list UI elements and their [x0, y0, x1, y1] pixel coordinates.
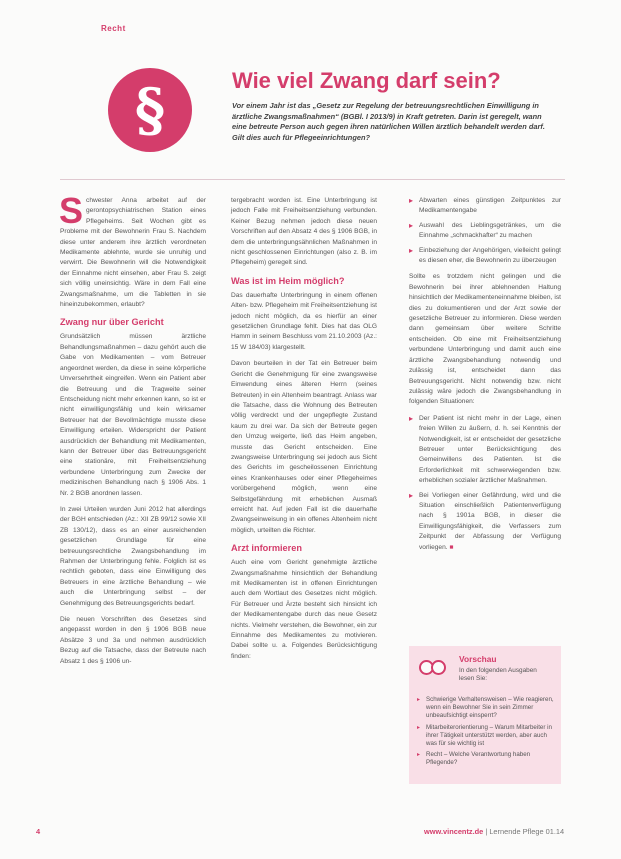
preview-title: Vorschau [459, 654, 497, 664]
column-2 [231, 196, 377, 668]
paragraph-symbol: § [134, 76, 166, 144]
paragraph-logo-icon [108, 68, 192, 152]
list-item-text: Bei Vorliegen einer Gefährdung, wird und die Situation einschließlich Patientenverfügung nach § 1901a BGB, in dieser die Einwilligungsfähigkeit, die Verfassers zum Zeitpunkt der Abfassung der Verfügung vorliegen. [419, 491, 561, 551]
preview-item: ▸ Mitarbeiterorientierung – Warum Mitarbeiter in ihrer Tätigkeit unterstützt werden, aber auch was für sie wichtig ist [417, 724, 555, 749]
list-item [409, 491, 561, 553]
page-number: 4 [36, 827, 41, 836]
paragraph: Das dauerhafte Unterbringung in einem offenen Alten- bzw. Pflegeheim mit Freiheitsentziehung ist jedoch nicht möglich, da es hierfür an einer gesetzlichen Grundlage fehlt. Dies hat das OLG Hamm in seinem Beschluss vom 21.10.2003 (Az.: 15 W 184/03) klargestellt. [231, 291, 377, 351]
bullet-list-a [409, 196, 561, 266]
heading-was-ist-im-heim-moeglich: Was ist im Heim möglich? [231, 275, 345, 286]
preview-box [409, 646, 561, 784]
paragraph: In zwei Urteilen wurden Juni 2012 hat allerdings der BGH entschieden (Az.: XII ZB 99/12 sowie XII ZB 130/12), dass es an einer ausreichenden gesetzlichen Grundlage für eine betreuungsrechtliche Zwangsbehandlung im Rahmen der Unterbringung fehle. Folglich ist es rechtlich geboten, dass eine Einwilligung des Betreuers in eine ärztliche Behandlung – wie auch die Unterbringung selbst – der Genehmigung des Betreuungsgerichts bedarf. [60, 505, 206, 607]
footer-magazine: | Lernende Pflege 01.14 [485, 827, 565, 836]
paragraph: Auch eine vom Gericht genehmigte ärztliche Zwangsmaßnahme hinsichtlich der Behandlung mit Medikamenten ist in offenen Einrichtungen auch dem Wortlaut des Gesetzes nicht möglich. Für Betreuer und Ärzte besteht sich hinsicht ich der Medikamentengabe durch das neue Gesetz nichts. Vielmehr verstehen, die Bewohner, ein zur Einnahme des Medikamentes zu motivieren. Dabei sollte u. a. Folgendes Berücksichtigung finden: [231, 559, 377, 660]
footer [424, 827, 564, 836]
intro-paragraph [59, 190, 206, 310]
heading-arzt-informieren: Arzt informieren [231, 543, 302, 554]
dropcap: S [59, 190, 84, 231]
list-item: ▸ Einbeziehung der Angehörigen, vielleicht gelingt es diesen eher, die Bewohnerin zu überzeugen [409, 246, 561, 267]
paragraph: Davon beurteilen in der Tat ein Betreuer beim Gericht die Genehmigung für eine zwangsweise Einwendung eines älteren Herrn (seines Betreuten) in ein Altenheim beantragt. Anlass war die Tatsache, dass die Wohnung des Betreuten völlig verdreckt und der ungepflegte Zustand kaum zu drei war. Da sich der Betreute gegen den Umzug weigerte, ließ das Heim angeben, musste das Gericht entscheiden. Eine zwangsweise Unterbringung sei jedoch aus Sicht des Gerichts im gescheilossenen Einrichtung eines Krankenhauses oder einer Pflegeheimes vorübergehend möglich, wenn eine Selbstgefährdung mit erheblichen Ausmaß erreicht hat. Auf jeden Fall ist die dauerhafte Zwangseinweisung in ein offenes Altenheim nicht möglich, urteilten die Richter. [231, 360, 377, 534]
list-item: ▸ Abwarten eines günstigen Zeitpunktes zur Medikamentengabe [409, 196, 561, 217]
paragraph: Sollte es trotzdem nicht gelingen und die Bewohnerin bei ihrer ablehnenden Haltung hinsichtlich der Medikamenteneinnahme bleiben, ist dies zu dokumentieren und der Arzt sowie der gesetzliche Betreuer zu informieren. Diese werden dann gemeinsam über weitere Schritte entscheiden. Ob eine mit Freiheitsentziehung verbundene Unterbringung und damit auch eine ärztliche Zwangsbehandlung notwendig und zulässig ist, entscheidet dann das Betreuungsgericht. Nicht notwendig bzw. nicht zulässig wäre jedoch die Zwangsbehandlung in folgenden Situationen: [409, 273, 561, 406]
section-label: Recht [101, 24, 126, 33]
footer-url[interactable]: www.vincentz.de [424, 827, 484, 836]
preview-subtitle: In den folgenden Ausgaben lesen Sie: [459, 667, 537, 683]
article-lead: Vor einem Jahr ist das „Gesetz zur Regelung der betreuungsrechtlichen Einwilligung in ärztliche Zwangsmaßnahmen“ (BGBl. I 2013/9) in Kraft getreten. Darin ist geregelt, wann eine betreute Person auch gegen ihren natürlichen Willen ärztlich behandelt werden darf. Gilt dies auch für Pflegeeinrichtungen? [232, 101, 545, 142]
end-mark-icon: ■ [449, 543, 454, 551]
preview-header [409, 654, 561, 694]
list-item: ▸ Der Patient ist nicht mehr in der Lage, einen freien Willen zu äußern, d. h. sei Kenntnis der Notwendigkeit, ist er entscheidet der gesetzliche Betreuer unter Berücksichtigung des Gemeinwillens des Patienten. Ist die Erforderlichkeit mit schwerwiegenden bzw. erheblichen sozialer ärztlicher Maßnahmen. [409, 414, 561, 487]
column-1 [59, 190, 206, 673]
divider [60, 179, 565, 180]
bullet-list-b [409, 414, 561, 553]
intro-text: chwester Anna arbeitet auf der gerontopsychiatrischen Station eines Pflegeheims. Seit Wochen gibt es Probleme mit der Bewohnerin Frau S. Nachdem diese unter anderem ihre ärztlich verordneten Medikamente ablehnte, wurde sie unruhig und verwirrt. Die Bewohnerin will die Notwendigkeit der Einnahme nicht einsehen, aber Frau S. zeigt sich völlig uneinsichtig. Wäre in dem Fall eine Zwangsmaßnahme, um die Tabletten in sie hineinzubekommen, erlaubt? [60, 197, 206, 309]
preview-item: ▸ Recht – Welche Verantwortung haben Pflegende? [417, 751, 555, 767]
heading-zwang-nur-ueber-gericht: Zwang nur über Gericht [60, 317, 164, 328]
paragraph: tergebracht worden ist. Eine Unterbringung ist jedoch Falle mit Freiheitsentziehung verbunden. Keiner Bezug nehmen jedoch diese neuen Vorschriften auf den Absatz 4 des § 1906 BGB, in dem die unterbringungsähnlichen Maßnahmen in nicht geschlossenen Einrichtungen (also z. B. im Pflegeheim) geregelt sind. [231, 197, 377, 267]
preview-list [417, 696, 555, 771]
paragraph: Die neuen Vorschriften des Gesetzes sind angepasst worden in den § 1906 BGB neue Absätze 3 und 3a und nehmen ausdrücklich Bezug auf die Tatsache, dass der Betreute nach Absatz 1 des § 1906 un- [60, 616, 206, 665]
list-item: ▸ Auswahl des Lieblingsgetränkes, um die Einnahme „schmackhafter“ zu machen [409, 221, 561, 242]
column-3 [409, 196, 561, 559]
paragraph: Grundsätzlich müssen ärztliche Behandlungsmaßnahmen – dazu gehört auch die Gabe von Medikamenten – vom Betreuer angeordnet werden, da diese in seine körperliche Unversehrtheit eingreifen. Wenn ein Patient aber die Betreuung und die Tragweite seiner Entscheidung nicht mehr erkennen kann, so ist er nicht einwilligungsfähig und kein wirksamer Betreuer hat der Bevollmächtigte musste diese Einwilligung erteilen. Widerspricht der Patient ausdrücklich der Behandlung mit Medikamenten, kann der Betreuer über das Betreuungsgericht eine stationäre, mit Freiheitsentziehung verbundene Unterbringung zum Zwecke der medizinischen Behandlung nach § 1906 Abs. 1 Nr. 2 BGB anordnen lassen. [60, 333, 206, 497]
article-title: Wie viel Zwang darf sein? [232, 68, 501, 93]
preview-item: ▸ Schwierige Verhaltensweisen – Wie reagieren, wenn ein Bewohner Sie in sein Zimmer unbeaufsichtigt einsperrt? [417, 696, 555, 721]
binoculars-icon [419, 656, 445, 676]
